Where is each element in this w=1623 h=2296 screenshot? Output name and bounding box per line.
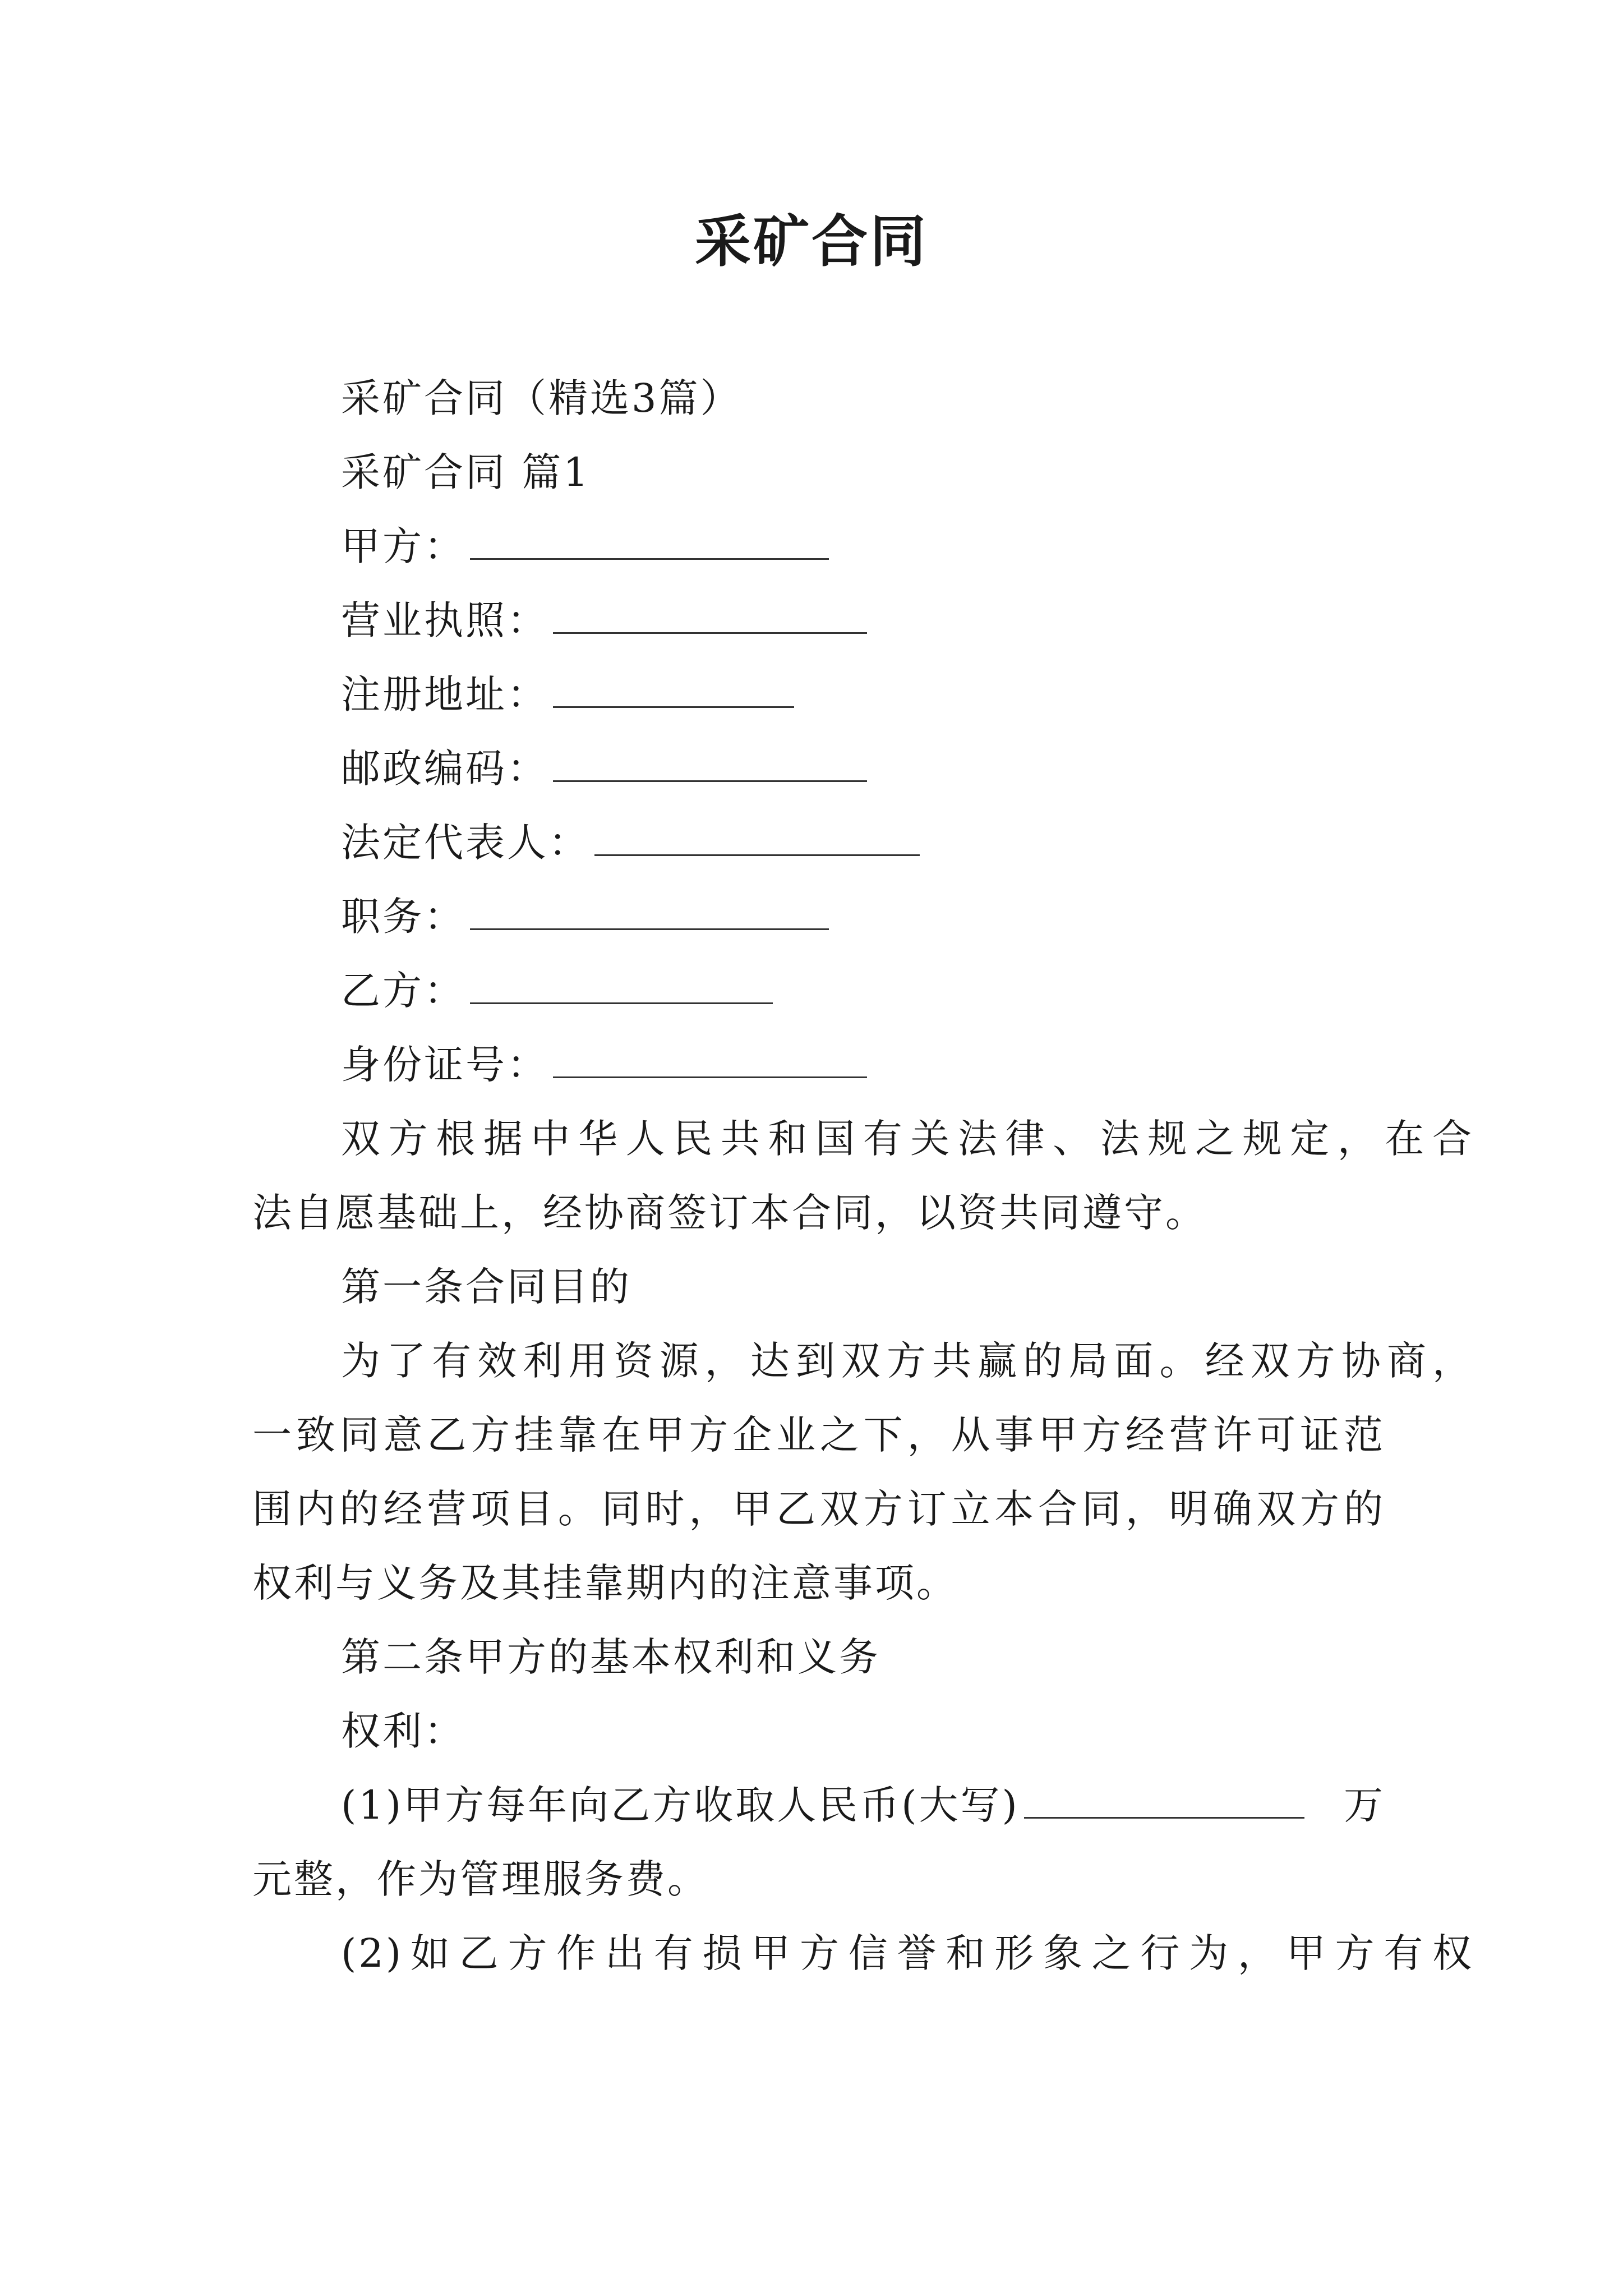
field-label: 注册地址： xyxy=(341,671,548,717)
field-label: 营业执照： xyxy=(341,597,548,643)
intro-line-2: 法自愿基础上，经协商签订本合同，以资共同遵守。 xyxy=(252,1190,1207,1236)
section-heading: 采矿合同 篇1 xyxy=(341,449,591,495)
field-id-number xyxy=(252,1037,867,1093)
article2-item1-line-2: 元整，作为管理服务费。 xyxy=(252,1856,709,1902)
field-label: 身份证号： xyxy=(341,1042,548,1088)
field-label: 甲方： xyxy=(341,523,465,569)
subtitle: 采矿合同（精选3篇） xyxy=(341,375,742,421)
rights-label: 权利： xyxy=(341,1708,465,1754)
field-label: 邮政编码： xyxy=(341,746,548,792)
item1-suffix: 万 xyxy=(1344,1782,1385,1828)
field-label: 职务： xyxy=(341,894,465,940)
field-party-a xyxy=(252,518,829,574)
blank-line xyxy=(470,894,829,930)
field-registered-address xyxy=(252,666,794,723)
article2-heading: 第二条甲方的基本权利和义务 xyxy=(341,1634,880,1680)
article1-line-1: 为了有效利用资源，达到双方共赢的局面。经双方协商， xyxy=(341,1338,1474,1384)
field-postal-code xyxy=(252,740,867,797)
blank-line xyxy=(1024,1782,1304,1819)
document-title: 采矿合同 xyxy=(695,208,928,274)
field-label: 法定代表人： xyxy=(341,820,590,866)
field-position xyxy=(252,889,829,945)
intro-line-1: 双方根据中华人民共和国有关法律、法规之规定，在合 xyxy=(341,1116,1474,1162)
blank-line xyxy=(470,968,773,1004)
blank-line xyxy=(470,523,829,560)
blank-line xyxy=(553,746,867,782)
blank-line xyxy=(594,820,920,856)
field-party-b xyxy=(252,963,773,1019)
item1-prefix: (1)甲方每年向乙方收取人民币(大写) xyxy=(341,1782,1020,1828)
field-label: 乙方： xyxy=(341,968,465,1014)
blank-line xyxy=(553,1042,867,1078)
field-business-license xyxy=(252,592,867,648)
article1-line-4: 权利与义务及其挂靠期内的注意事项。 xyxy=(252,1560,958,1606)
field-legal-representative xyxy=(252,815,920,871)
article2-item1 xyxy=(252,1777,1385,1833)
article1-line-2: 一致同意乙方挂靠在甲方企业之下，从事甲方经营许可证范 xyxy=(252,1412,1385,1458)
article1-heading: 第一条合同目的 xyxy=(341,1264,631,1310)
article1-line-3: 围内的经营项目。同时，甲乙双方订立本合同，明确双方的 xyxy=(252,1486,1385,1532)
blank-line xyxy=(553,671,794,708)
blank-line xyxy=(553,597,867,634)
article2-item2-line-1: (2)如乙方作出有损甲方信誉和形象之行为，甲方有权 xyxy=(341,1930,1474,1976)
